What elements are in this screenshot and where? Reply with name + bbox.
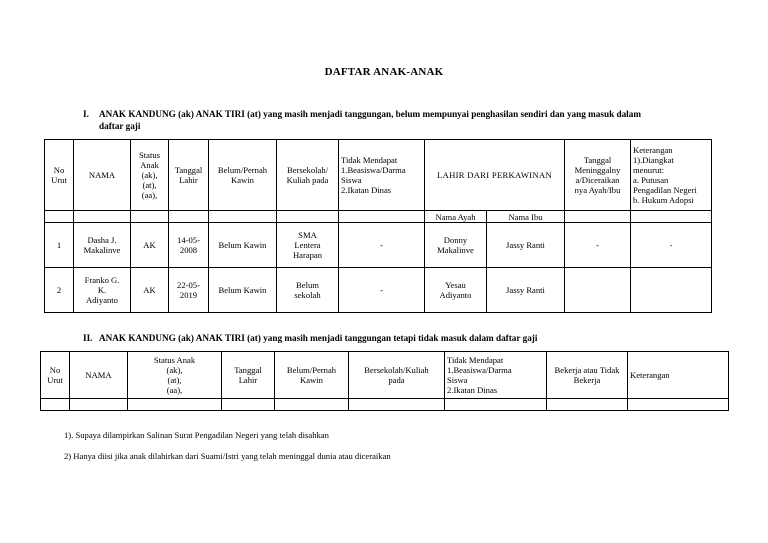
table-row	[45, 223, 712, 268]
row-keterangan: -	[631, 223, 712, 268]
row-tidak-mendapat: -	[339, 223, 425, 268]
page-title: DAFTAR ANAK-ANAK	[324, 66, 444, 78]
header-keterangan: Keterangan 1).Diangkat menurut: a. Putusan Pengadilan Negeri b. Hukum Adopsi	[631, 140, 712, 211]
table-subheader-row	[45, 211, 712, 223]
section-1-title-line2: daftar gaji	[99, 121, 141, 131]
table-children-in-payroll	[44, 139, 712, 313]
row-nama-ibu: Jassy Ranti	[487, 223, 565, 268]
header-nama-ibu: Nama Ibu	[487, 211, 565, 223]
section-2-title: ANAK KANDUNG (ak) ANAK TIRI (at) yang masih menjadi tanggungan tetapi tidak masuk dalam daftar gaji	[99, 333, 538, 343]
row-tanggal-lahir: 14-05- 2008	[169, 223, 209, 268]
table-children-not-in-payroll	[40, 351, 729, 411]
row-tidak-mendapat: -	[339, 268, 425, 313]
row-nama-ibu: Jassy Ranti	[487, 268, 565, 313]
table-header-row	[45, 140, 712, 211]
row-kawin: Belum Kawin	[209, 268, 277, 313]
row-kawin: Belum Kawin	[209, 223, 277, 268]
table-row	[41, 399, 729, 411]
header-tanggal-meninggal: Tanggal Meninggalny a/Diceraikan nya Ayah/Ibu	[565, 140, 631, 211]
header-status: Status Anak (ak), (at), (aa),	[128, 352, 222, 399]
header-nama-ayah: Nama Ayah	[425, 211, 487, 223]
row-tanggal-meninggal	[565, 268, 631, 313]
header-lahir-dari-perkawinan: LAHIR DARI PERKAWINAN	[425, 140, 565, 211]
header-kawin: Belum/Pernah Kawin	[209, 140, 277, 211]
row-no: 1	[45, 223, 74, 268]
header-bekerja: Bekerja atau Tidak Bekerja	[547, 352, 628, 399]
row-sekolah: SMA Lentera Harapan	[277, 223, 339, 268]
table-row	[45, 268, 712, 313]
header-keterangan: Keterangan	[628, 352, 729, 399]
header-tanggal-lahir: Tanggal Lahir	[222, 352, 275, 399]
header-sekolah: Bersekolah/ Kuliah pada	[277, 140, 339, 211]
row-nama-ayah: Yesau Adiyanto	[425, 268, 487, 313]
section-2-heading	[83, 332, 723, 344]
header-status: Status Anak (ak), (at), (aa),	[131, 140, 169, 211]
header-no: No Urut	[41, 352, 70, 399]
section-1-title-line1: ANAK KANDUNG (ak) ANAK TIRI (at) yang masih menjadi tanggungan, belum mempunyai penghasilan sendiri dan yang masuk dalam	[99, 109, 641, 119]
row-nama: Dasha J. Makalinve	[74, 223, 131, 268]
section-1-number: I.	[83, 109, 89, 119]
row-status: AK	[131, 268, 169, 313]
row-tanggal-lahir: 22-05- 2019	[169, 268, 209, 313]
table-header-row	[41, 352, 729, 399]
row-sekolah: Belum sekolah	[277, 268, 339, 313]
header-sekolah: Bersekolah/Kuliah pada	[349, 352, 445, 399]
footnote-1: 1). Supaya dilampirkan Salinan Surat Pengadilan Negeri yang telah disahkan	[64, 430, 329, 440]
header-tanggal-lahir: Tanggal Lahir	[169, 140, 209, 211]
header-nama: NAMA	[74, 140, 131, 211]
header-no: No Urut	[45, 140, 74, 211]
row-status: AK	[131, 223, 169, 268]
row-tanggal-meninggal: -	[565, 223, 631, 268]
header-tidak-mendapat: Tidak Mendapat 1.Beasiswa/Darma Siswa 2.Ikatan Dinas	[339, 140, 425, 211]
row-nama-ayah: Donny Makalinve	[425, 223, 487, 268]
section-1-heading	[83, 108, 723, 132]
header-tidak-mendapat: Tidak Mendapat 1.Beasiswa/Darma Siswa 2.Ikatan Dinas	[445, 352, 547, 399]
section-2-number: II.	[83, 333, 93, 343]
row-no: 2	[45, 268, 74, 313]
header-nama: NAMA	[70, 352, 128, 399]
footnote-2: 2) Hanya diisi jika anak dilahirkan dari Suami/Istri yang telah meninggal dunia atau diceraikan	[64, 451, 391, 461]
header-kawin: Belum/Pernah Kawin	[275, 352, 349, 399]
row-nama: Franko G. K. Adiyanto	[74, 268, 131, 313]
row-keterangan	[631, 268, 712, 313]
